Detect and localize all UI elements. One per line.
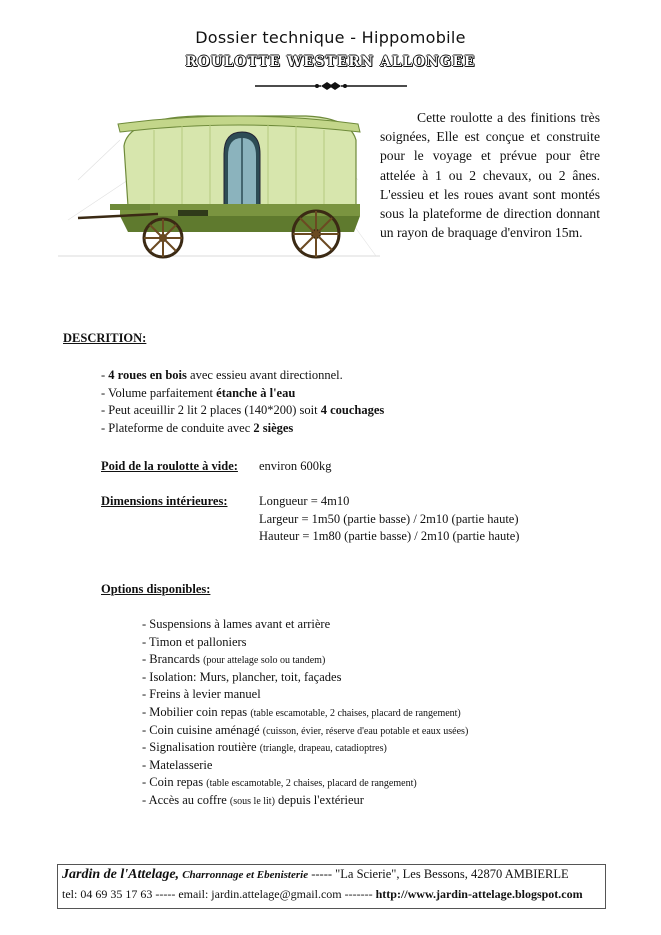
title-ornament	[255, 79, 407, 93]
option-item: - Timon et palloniers	[142, 635, 247, 649]
company-trade: Charronnage et Ebenisterie	[182, 869, 309, 881]
footer-line-contact: tel: 04 69 35 17 63 ----- email: jardin.attelage@gmail.com ------- http://www.jardin-attelage.blogspot.com	[62, 887, 583, 901]
feature-line: - Volume parfaitement étanche à l'eau	[101, 386, 296, 400]
options-heading: Options disponibles:	[101, 582, 211, 596]
company-email[interactable]: email: jardin.attelage@gmail.com	[178, 887, 342, 901]
option-item: - Coin cuisine aménagé (cuisson, évier, réserve d'eau potable et eaux usées)	[142, 723, 469, 737]
dimensions-label: Dimensions intérieures:	[101, 494, 228, 508]
feature-line: - Peut aceuillir 2 lit 2 places (140*200) soit 4 couchages	[101, 403, 385, 417]
option-item: - Freins à levier manuel	[142, 687, 261, 701]
feature-line: - 4 roues en bois avec essieu avant directionnel.	[101, 368, 343, 382]
intro-text: Cette roulotte a des finitions très soignées, Elle est conçue et construite pour le voyage et prévue pour être attelée à 1 ou 2 chevaux, ou 2 ânes. L'essieu et les roues avant sont montés sous la plateforme de direction donnant un rayon de braquage d'environ 15m.	[380, 110, 600, 241]
option-item: - Coin repas (table escamotable, 2 chaises, placard de rangement)	[142, 775, 417, 789]
front-wheel	[144, 219, 182, 257]
option-item: - Matelasserie	[142, 758, 213, 772]
dimension-length: Longueur = 4m10	[259, 494, 350, 508]
feature-line: - Plateforme de conduite avec 2 sièges	[101, 421, 294, 435]
option-item: - Signalisation routière (triangle, drapeau, catadioptres)	[142, 740, 387, 754]
wagon-illustration	[58, 110, 380, 262]
company-name: Jardin de l'Attelage,	[62, 867, 180, 882]
option-item: - Accès au coffre (sous le lit) depuis l'extérieur	[142, 793, 364, 807]
dimension-height: Hauteur = 1m80 (partie basse) / 2m10 (partie haute)	[259, 529, 520, 543]
company-phone: tel: 04 69 35 17 63	[62, 887, 153, 901]
company-address: "La Scierie", Les Bessons, 42870 AMBIERLE	[335, 867, 569, 881]
intro-paragraph	[380, 108, 600, 242]
description-heading: DESCRITION:	[63, 331, 147, 345]
footer-line-company: Jardin de l'Attelage, Charronnage et Ebenisterie ----- "La Scierie", Les Bessons, 42870 AMBIERLE	[62, 867, 569, 882]
document-title: ROULOTTE WESTERN ALLONGEE	[185, 54, 476, 70]
company-website-link[interactable]: http://www.jardin-attelage.blogspot.com	[375, 887, 583, 901]
weight-value: environ 600kg	[259, 459, 332, 473]
option-item: - Isolation: Murs, plancher, toit, façades	[142, 670, 342, 684]
dimension-width: Largeur = 1m50 (partie basse) / 2m10 (partie haute)	[259, 512, 519, 526]
option-item: - Mobilier coin repas (table escamotable, 2 chaises, placard de rangement)	[142, 705, 461, 719]
document-subtitle: Dossier technique - Hippomobile	[195, 28, 466, 47]
weight-label: Poid de la roulotte à vide:	[101, 459, 238, 473]
rear-wheel	[293, 211, 339, 257]
option-item: - Brancards (pour attelage solo ou tandem)	[142, 652, 326, 666]
wagon-body	[78, 116, 360, 232]
option-item: - Suspensions à lames avant et arrière	[142, 617, 331, 631]
